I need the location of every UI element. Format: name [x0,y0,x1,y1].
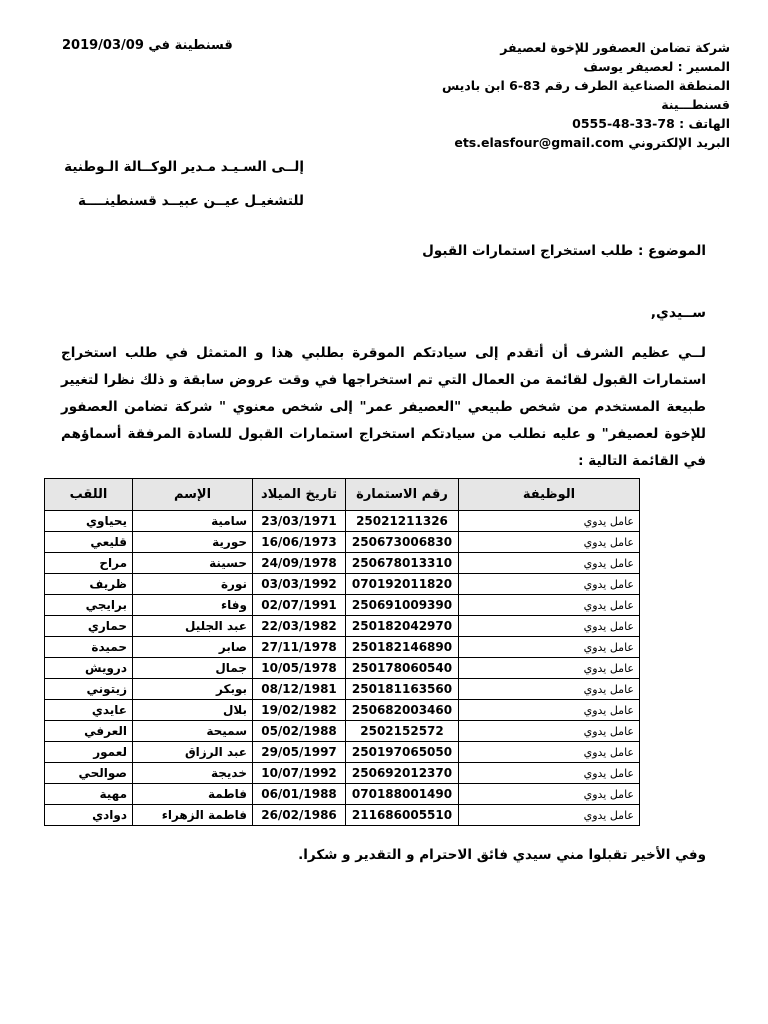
cell-first-name: سامية [133,511,253,532]
cell-surname: برايجي [45,595,133,616]
cell-birth-date: 24/09/1978 [253,553,346,574]
table-row [45,763,640,784]
email-label: البريد الإلكتروني [628,135,730,150]
cell-surname: عايدي [45,700,133,721]
company-name: شركة تضامن العصفور للإخوة لعصيفر [500,40,730,55]
cell-surname: زيتوني [45,679,133,700]
cell-first-name: وفاء [133,595,253,616]
cell-job: عامل يدوي [459,616,640,637]
cell-surname: قليعي [45,532,133,553]
cell-job: عامل يدوي [459,553,640,574]
cell-job: عامل يدوي [459,784,640,805]
cell-birth-date: 22/03/1982 [253,616,346,637]
cell-birth-date: 10/07/1992 [253,763,346,784]
cell-form-number: 250182042970 [346,616,459,637]
cell-job: عامل يدوي [459,721,640,742]
table-row [45,658,640,679]
table-row [45,511,640,532]
cell-birth-date: 23/03/1971 [253,511,346,532]
cell-surname: صوالحي [45,763,133,784]
cell-job: عامل يدوي [459,532,640,553]
cell-surname: حماري [45,616,133,637]
cell-job: عامل يدوي [459,805,640,826]
table-row [45,532,640,553]
cell-job: عامل يدوي [459,574,640,595]
closing-line: وفي الأخير تقبلوا مني سيدي فائق الاحترام و التقدير و شكرا. [298,847,706,863]
cell-job: عامل يدوي [459,595,640,616]
cell-surname: دوادي [45,805,133,826]
cell-form-number: 250178060540 [346,658,459,679]
cell-first-name: فاطمة الزهراء [133,805,253,826]
table-row [45,805,640,826]
manager-name: المسير : لعصيفر يوسف [583,59,730,74]
recipient-line-2: للتشغيـل عيــن عبيــد قسنطينــــة [77,193,304,209]
recipient-line-1: إلــى السـيـد مـدير الوكــالة الـوطنية [64,159,304,175]
workers-table [44,478,640,826]
cell-surname: مهية [45,784,133,805]
cell-first-name: جمال [133,658,253,679]
company-address: المنطقة الصناعية الطرف رقم 83-6 ابن باديس [442,78,730,93]
cell-surname: درويش [45,658,133,679]
sender-header [400,38,730,152]
salutation: ســيدي, [650,305,706,321]
table-row [45,679,640,700]
cell-first-name: حسينة [133,553,253,574]
table-row [45,574,640,595]
cell-form-number: 250182146890 [346,637,459,658]
cell-job: عامل يدوي [459,763,640,784]
cell-birth-date: 10/05/1978 [253,658,346,679]
cell-form-number: 25021211326 [346,511,459,532]
recipient-block [64,150,304,218]
cell-surname: لعمور [45,742,133,763]
cell-form-number: 250181163560 [346,679,459,700]
cell-birth-date: 08/12/1981 [253,679,346,700]
cell-first-name: عبد الرزاق [133,742,253,763]
cell-surname: حميدة [45,637,133,658]
company-city: قسنطـــينة [661,97,730,112]
company-phone: الهاتف : 78-33-48-0555 [572,116,730,131]
cell-surname: ظريف [45,574,133,595]
cell-job: عامل يدوي [459,658,640,679]
table-row [45,553,640,574]
cell-form-number: 070188001490 [346,784,459,805]
cell-form-number: 250678013310 [346,553,459,574]
cell-birth-date: 05/02/1988 [253,721,346,742]
cell-birth-date: 19/02/1982 [253,700,346,721]
cell-form-number: 250692012370 [346,763,459,784]
cell-first-name: حورية [133,532,253,553]
cell-form-number: 250691009390 [346,595,459,616]
cell-form-number: 070192011820 [346,574,459,595]
header-form-number: رقم الاستمارة [346,479,459,511]
cell-first-name: صابر [133,637,253,658]
place-label: قسنطينة في [148,38,233,53]
cell-birth-date: 16/06/1973 [253,532,346,553]
cell-birth-date: 26/02/1986 [253,805,346,826]
cell-first-name: بوبكر [133,679,253,700]
cell-birth-date: 29/05/1997 [253,742,346,763]
cell-first-name: سميحة [133,721,253,742]
cell-birth-date: 02/07/1991 [253,595,346,616]
cell-first-name: بلال [133,700,253,721]
cell-first-name: فاطمة [133,784,253,805]
cell-first-name: خديجة [133,763,253,784]
cell-first-name: نورة [133,574,253,595]
table-row [45,742,640,763]
cell-job: عامل يدوي [459,637,640,658]
cell-surname: مراح [45,553,133,574]
table-header-row [45,479,640,511]
place-and-date [62,38,233,53]
table-row [45,595,640,616]
workers-table-body [45,511,640,826]
cell-form-number: 211686005510 [346,805,459,826]
cell-form-number: 2502152572 [346,721,459,742]
cell-form-number: 250673006830 [346,532,459,553]
header-first-name: الإسم [133,479,253,511]
header-job: الوظيفة [459,479,640,511]
cell-job: عامل يدوي [459,700,640,721]
letter-date: 2019/03/09 [62,38,144,53]
cell-job: عامل يدوي [459,511,640,532]
cell-birth-date: 06/01/1988 [253,784,346,805]
cell-birth-date: 27/11/1978 [253,637,346,658]
subject-line: الموضوع : طلب استخراج استمارات القبول [422,243,706,259]
cell-birth-date: 03/03/1992 [253,574,346,595]
cell-surname: يحياوي [45,511,133,532]
cell-form-number: 250682003460 [346,700,459,721]
company-email-line [400,133,730,152]
table-row [45,784,640,805]
email-address: ets.elasfour@gmail.com [454,135,624,150]
cell-surname: العرفي [45,721,133,742]
cell-first-name: عبد الجليل [133,616,253,637]
header-birth-date: تاريخ الميلاد [253,479,346,511]
table-row [45,637,640,658]
cell-job: عامل يدوي [459,742,640,763]
cell-form-number: 250197065050 [346,742,459,763]
cell-job: عامل يدوي [459,679,640,700]
header-surname: اللقب [45,479,133,511]
table-row [45,616,640,637]
table-row [45,721,640,742]
body-paragraph: لــي عظيم الشرف أن أتقدم إلى سيادتكم الموقرة بطلبي هذا و المتمثل في طلب استخراج استمارات القبول لقائمة من العمال التي تم استخراجها في وقت عروض سابقة و ذلك نظرا لتغيير طبيعة المستخدم من شخص طبيعي "العصيفر عمر" إلى شخص معنوي " شركة تضامن العصفور للإخوة لعصيفر" و عليه نطلب من سيادتكم استخراج استمارات القبول للسادة المرفقة أسماؤهم في القائمة التالية : [61,345,706,469]
table-row [45,700,640,721]
